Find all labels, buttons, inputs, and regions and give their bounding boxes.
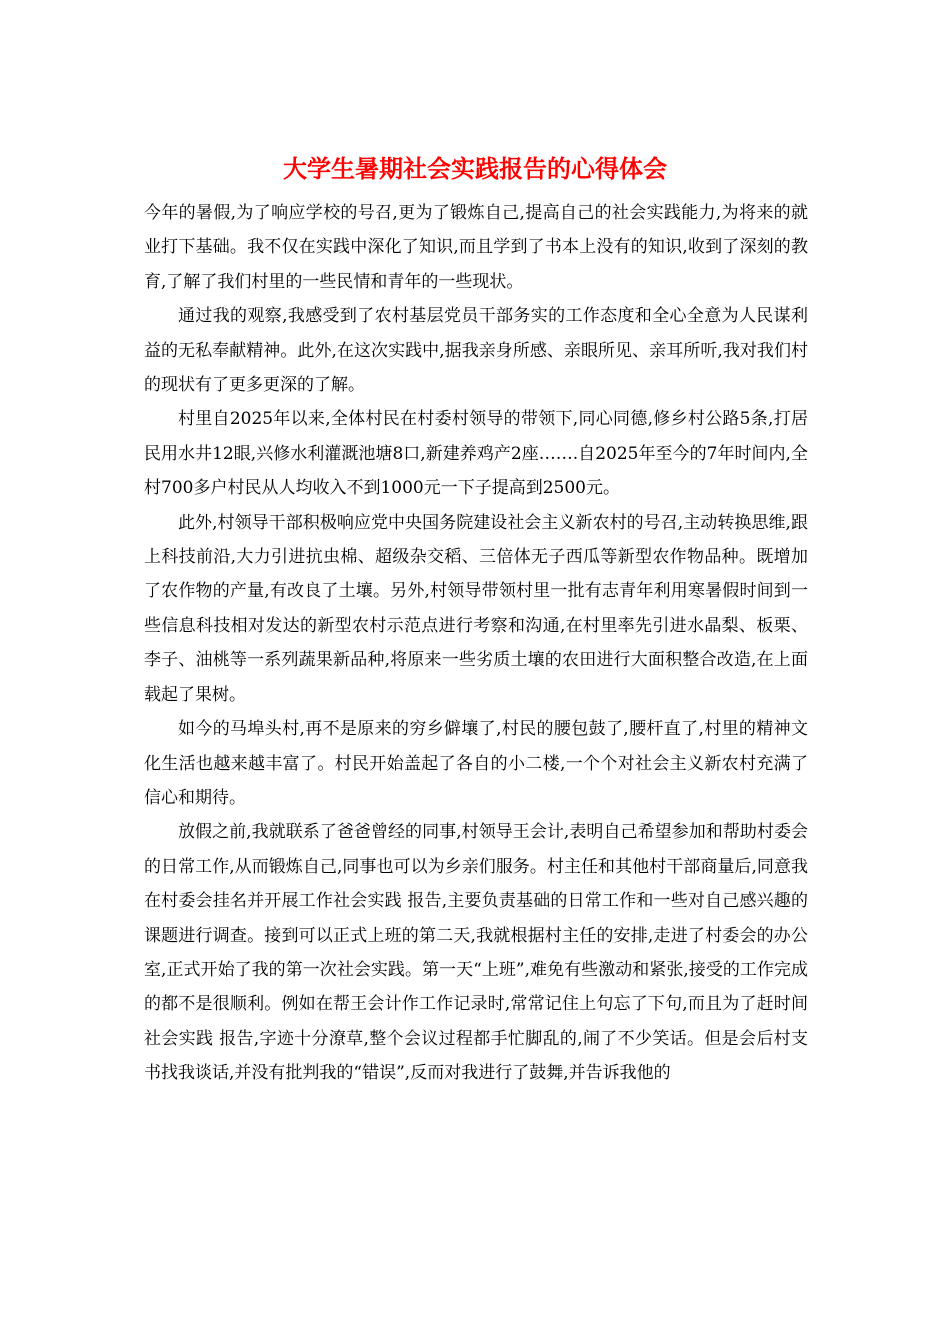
document-title: 大学生暑期社会实践报告的心得体会	[283, 154, 667, 183]
paragraph-intro: 今年的暑假,为了响应学校的号召,更为了锻炼自己,提高自己的社会实践能力,为将来的就业打下基础。我不仅在实践中深化了知识,而且学到了书本上没有的知识,收到了深刻的教育,了解了我们村里的一些民情和青年的一些现状。	[144, 203, 808, 292]
paragraph-village-today: 如今的马埠头村,再不是原来的穷乡僻壤了,村民的腰包鼓了,腰杆直了,村里的精神文化生活也越来越丰富了。村民开始盖起了各自的小二楼,一个个对社会主义新农村充满了信心和期待。	[144, 719, 808, 808]
document-body	[144, 196, 808, 1091]
paragraph-new-crops: 此外,村领导干部积极响应党中央国务院建设社会主义新农村的号召,主动转换思维,跟上科技前沿,大力引进抗虫棉、超级杂交稻、三倍体无子西瓜等新型农作物品种。既增加了农作物的产量,有改良了土壤。另外,村领导带领村里一批有志青年利用寒暑假时间到一些信息科技相对发达的新型农村示范点进行考察和沟通,在村里率先引进水晶梨、板栗、李子、油桃等一系列蔬果新品种,将原来一些劣质土壤的农田进行大面积整合改造,在上面载起了果树。	[144, 512, 808, 705]
paragraph-practice-experience: 放假之前,我就联系了爸爸曾经的同事,村领导王会计,表明自己希望参加和帮助村委会的日常工作,从而锻炼自己,同事也可以为乡亲们服务。村主任和其他村干部商量后,同意我在村委会挂名并开展工作社会实践 报告,主要负责基础的日常工作和一些对自己感兴趣的课题进行调查。接到可以正式上班的第二天,我就根据村主任的安排,走进了村委会的办公室,正式开始了我的第一次社会实践。第一天“上班”,难免有些激动和紧张,接受的工作完成的都不是很顺利。例如在帮王会计作工作记录时,常常记住上句忘了下句,而且为了赶时间社会实践 报告,字迹十分潦草,整个会议过程都手忙脚乱的,闹了不少笑话。但是会后村支书找我谈话,并没有批判我的“错误”,反而对我进行了鼓舞,并告诉我他的	[144, 822, 808, 1084]
paragraph-observation: 通过我的观察,我感受到了农村基层党员干部务实的工作态度和全心全意为人民谋利益的无私奉献精神。此外,在这次实践中,据我亲身所感、亲眼所见、亲耳所听,我对我们村的现状有了更多更深的了解。	[144, 306, 808, 396]
paragraph-village-development: 村里自2025年以来,全体村民在村委村领导的带领下,同心同德,修乡村公路5条,打居民用水井12眼,兴修水利灌溉池塘8口,新建养鸡产2座…….自2025年至今的7年时间内,全村700多户村民从人均收入不到1000元一下子提高到2500元。	[144, 409, 808, 499]
